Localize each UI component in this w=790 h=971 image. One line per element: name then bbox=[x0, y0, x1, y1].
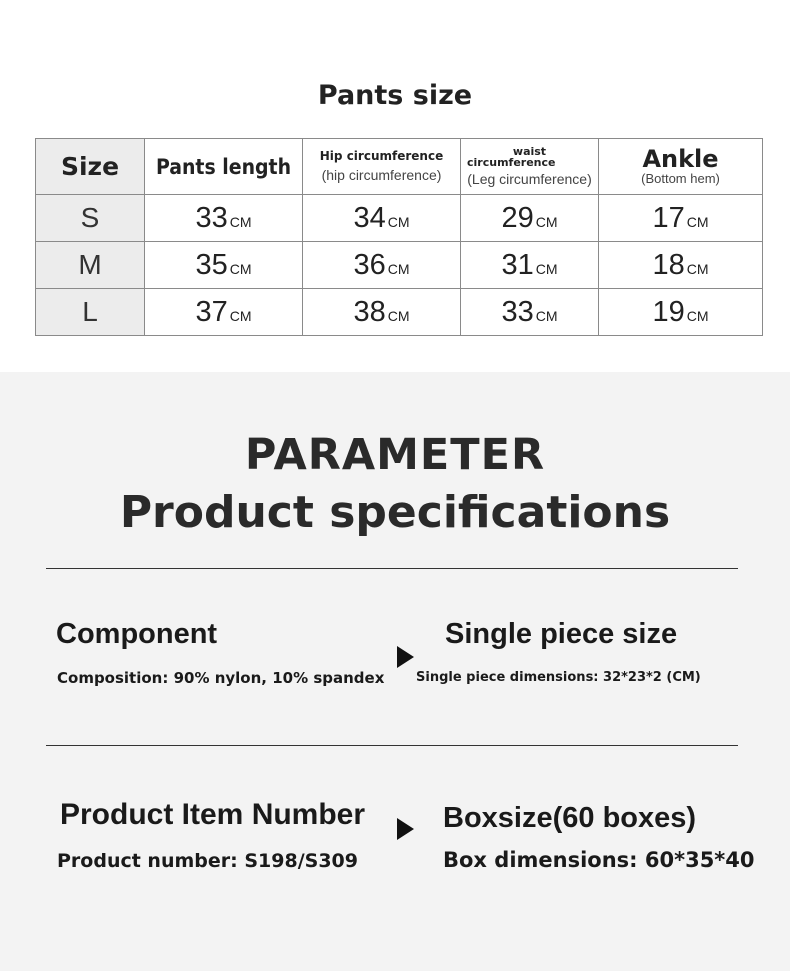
row-size: M bbox=[36, 242, 145, 289]
table-row bbox=[36, 289, 763, 336]
parameters-section bbox=[0, 372, 790, 971]
cell-waist: 29 CM bbox=[461, 195, 599, 242]
cell-hip: 34 CM bbox=[303, 195, 461, 242]
cell-pants-length: 35 CM bbox=[145, 242, 303, 289]
header-waist: waist circumference (Leg circumference) bbox=[461, 139, 599, 195]
size-chart-section bbox=[0, 0, 790, 372]
box-size-title: Boxsize(60 boxes) bbox=[443, 802, 697, 834]
header-ankle: Ankle (Bottom hem) bbox=[599, 139, 763, 195]
divider bbox=[46, 745, 738, 746]
item-number-text: Product number: S198/S309 bbox=[57, 850, 358, 872]
item-number-title: Product Item Number bbox=[60, 798, 366, 831]
table-row bbox=[36, 195, 763, 242]
single-piece-text: Single piece dimensions: 32*23*2 (CM) bbox=[416, 670, 701, 685]
cell-hip: 38 CM bbox=[303, 289, 461, 336]
component-title: Component bbox=[56, 618, 218, 650]
cell-ankle: 18 CM bbox=[599, 242, 763, 289]
table-row bbox=[36, 242, 763, 289]
box-size-text: Box dimensions: 60*35*40 bbox=[443, 848, 755, 872]
cell-pants-length: 37 CM bbox=[145, 289, 303, 336]
specifications-heading: Product specifications bbox=[119, 487, 671, 538]
header-size: Size bbox=[36, 139, 145, 195]
header-pants-length: Pants length bbox=[145, 139, 303, 195]
single-piece-title: Single piece size bbox=[445, 618, 678, 650]
row-size: S bbox=[36, 195, 145, 242]
cell-hip: 36 CM bbox=[303, 242, 461, 289]
size-chart-title: Pants size bbox=[317, 80, 473, 111]
table-header-row bbox=[36, 139, 763, 195]
cell-waist: 33 CM bbox=[461, 289, 599, 336]
size-table bbox=[35, 138, 763, 336]
component-text: Composition: 90% nylon, 10% spandex bbox=[57, 669, 385, 687]
parameter-heading: PARAMETER bbox=[244, 430, 546, 480]
arrow-right-icon bbox=[397, 646, 414, 668]
cell-waist: 31 CM bbox=[461, 242, 599, 289]
divider bbox=[46, 568, 738, 569]
cell-ankle: 19 CM bbox=[599, 289, 763, 336]
arrow-right-icon bbox=[397, 818, 414, 840]
cell-pants-length: 33 CM bbox=[145, 195, 303, 242]
row-size: L bbox=[36, 289, 145, 336]
header-hip: Hip circumference (hip circumference) bbox=[303, 139, 461, 195]
cell-ankle: 17 CM bbox=[599, 195, 763, 242]
